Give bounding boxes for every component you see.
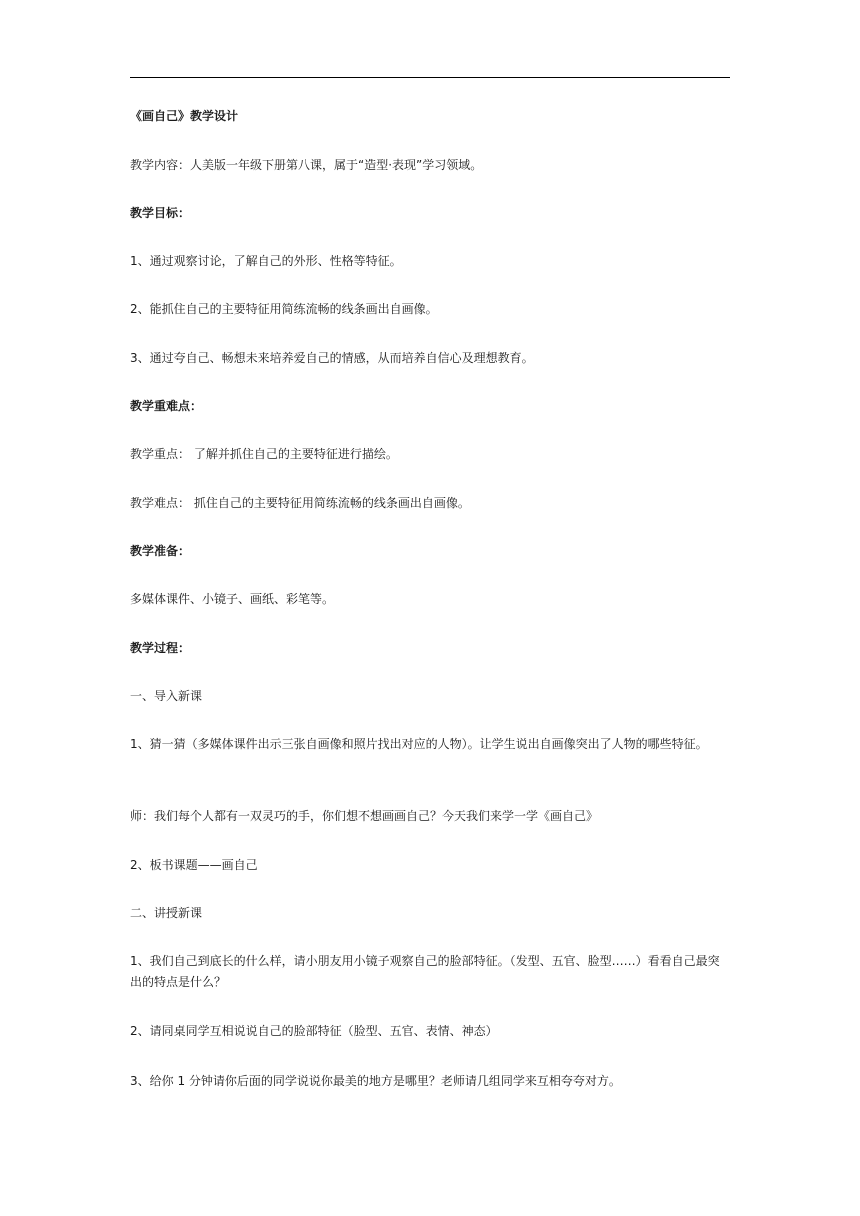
document-title: 《画自己》教学设计	[130, 109, 239, 123]
content-line: 教学内容：人美版一年级下册第八课，属于“造型·表现”学习领域。	[130, 158, 483, 172]
preparation-heading: 教学准备：	[130, 544, 191, 558]
section1-item1: 1、猜一猜（多媒体课件出示三张自画像和照片找出对应的人物）。让学生说出自画像突出了人物的哪些特征。	[130, 737, 708, 751]
process-heading: 教学过程：	[130, 641, 191, 655]
section2-item1: 1、我们自己到底长的什么样，请小朋友用小镜子观察自己的脸部特征。（发型、五官、脸型……）看看自己最突出的特点是什么？	[130, 954, 720, 989]
section2-heading: 二、讲授新课	[130, 906, 203, 920]
key-points-heading: 教学重难点：	[130, 399, 203, 413]
header-rule	[130, 77, 730, 78]
section1-heading: 一、导入新课	[130, 689, 203, 703]
difficult-point-line: 教学难点： 抓住自己的主要特征用简练流畅的线条画出自画像。	[130, 496, 470, 510]
key-point-line: 教学重点： 了解并抓住自己的主要特征进行描绘。	[130, 447, 398, 461]
objectives-heading: 教学目标：	[130, 206, 191, 220]
section2-item3: 3、给你 1 分钟请你后面的同学说说你最美的地方是哪里？老师请几组同学来互相夸夸对方。	[130, 1074, 621, 1088]
section1-item2: 2、板书课题——画自己	[130, 858, 258, 872]
objective-item-3: 3、通过夸自己、畅想未来培养爱自己的情感，从而培养自信心及理想教育。	[130, 351, 534, 365]
preparation-line: 多媒体课件、小镜子、画纸、彩笔等。	[130, 592, 335, 606]
objective-item-2: 2、能抓住自己的主要特征用简练流畅的线条画出自画像。	[130, 302, 438, 316]
section1-teacher-line: 师：我们每个人都有一双灵巧的手，你们想不想画画自己？今天我们来学一学《画自己》	[130, 809, 599, 823]
section2-item2: 2、请同桌同学互相说说自己的脸部特征（脸型、五官、表情、神态）	[130, 1024, 498, 1038]
objective-item-1: 1、通过观察讨论，了解自己的外形、性格等特征。	[130, 254, 402, 268]
